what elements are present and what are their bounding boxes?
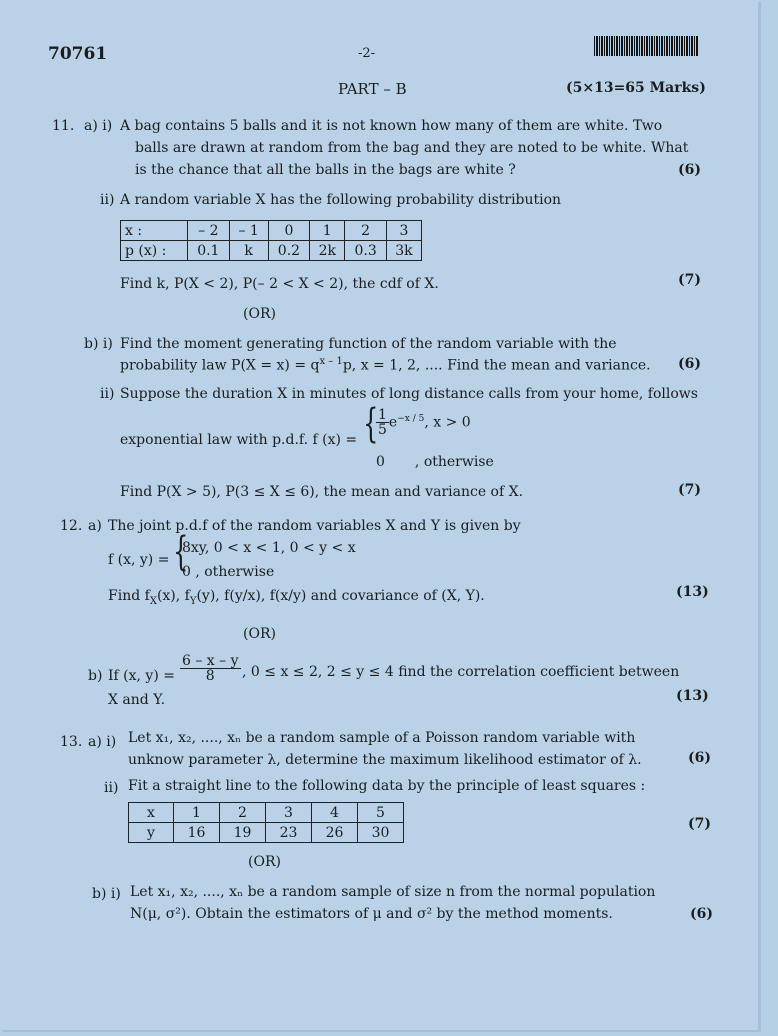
question-number: 13. — [60, 734, 83, 750]
table-cell: 19 — [220, 823, 266, 843]
question-text: unknow parameter λ, determine the maximum likelihood estimator of λ. — [128, 752, 642, 768]
question-text: f (x, y) = — [108, 552, 170, 568]
marks: (6) — [690, 906, 713, 922]
question-text: Let x₁, x₂, ...., xₙ be a random sample of size n from the normal population — [130, 884, 656, 900]
part-label: ii) — [100, 386, 115, 402]
or-separator: (OR) — [243, 626, 276, 642]
table-cell: 4 — [312, 803, 358, 823]
table-cell: 26 — [312, 823, 358, 843]
question-number: 12. — [60, 518, 83, 534]
marks: (7) — [678, 272, 701, 288]
table-cell: 23 — [266, 823, 312, 843]
or-separator: (OR) — [243, 306, 276, 322]
or-separator: (OR) — [248, 854, 281, 870]
question-text: Find P(X > 5), P(3 ≤ X ≤ 6), the mean and variance of X. — [120, 484, 524, 500]
brace-icon: { — [363, 401, 379, 447]
paper-code: 70761 — [48, 44, 108, 64]
table-cell: 1 — [310, 221, 345, 241]
pdf-case: $\frac{1}{5}$ $e^{-x / 5}$, x > 0 — [378, 407, 471, 438]
question-text: Find k, P(X < 2), P(– 2 < X < 2), the cdf of X. — [120, 276, 439, 292]
table-cell: 2 — [220, 803, 266, 823]
marks-scheme: (5×13=65 Marks) — [566, 80, 706, 96]
question-text: , 0 ≤ x ≤ 2, 2 ≤ y ≤ 4 find the correlation coefficient between — [242, 664, 680, 680]
part-heading: PART – B — [338, 80, 407, 98]
marks: (6) — [688, 750, 711, 766]
part-label: a) i) — [84, 118, 113, 134]
table-cell: 3 — [386, 221, 421, 241]
table-cell: k — [229, 241, 268, 261]
marks: (7) — [678, 482, 701, 498]
question-text: is the chance that all the balls in the bags are white ? — [135, 162, 516, 178]
question-text: A bag contains 5 balls and it is not known how many of them are white. Two — [120, 118, 663, 134]
table-cell: 0.1 — [188, 241, 230, 261]
table-cell: – 2 — [188, 221, 230, 241]
question-text: If (x, y) = — [108, 668, 175, 684]
table-cell: 1 — [174, 803, 220, 823]
pdf-case: 8xy, 0 < x < 1, 0 < y < x — [182, 540, 356, 556]
barcode-icon — [594, 36, 698, 56]
marks: (6) — [678, 162, 701, 178]
question-text: probability law $P(X = x) = q^{x - 1}p$, x = 1, 2, .... Find the mean and variance. — [120, 356, 651, 374]
table-cell: 30 — [358, 823, 404, 843]
question-text: Let x₁, x₂, ...., xₙ be a random sample of a Poisson random variable with — [128, 730, 636, 746]
marks: (13) — [676, 584, 709, 600]
pdf-case: 0 , otherwise — [376, 454, 494, 470]
part-label: ii) — [104, 780, 119, 796]
part-label: b) i) — [84, 336, 113, 352]
marks: (13) — [676, 688, 709, 704]
question-text: Find $f_X(x)$, $f_Y(y)$, f(y/x), f(x/y) and covariance of (X, Y). — [108, 588, 485, 607]
table-cell: 3k — [386, 241, 421, 261]
fraction: $\frac{6 - x - y}{8}$ — [182, 653, 239, 684]
table-cell: 5 — [358, 803, 404, 823]
question-text: exponential law with p.d.f. f (x) = — [120, 432, 358, 448]
table-cell: 3 — [266, 803, 312, 823]
part-label: a) i) — [88, 734, 117, 750]
table-cell: 16 — [174, 823, 220, 843]
marks: (6) — [678, 356, 701, 372]
question-text: Find the moment generating function of the random variable with the — [120, 336, 617, 352]
pdf-case: 0 , otherwise — [182, 564, 275, 580]
question-text: Fit a straight line to the following data by the principle of least squares : — [128, 778, 646, 794]
part-label: a) — [88, 518, 102, 534]
table-cell: x : — [121, 221, 188, 241]
table-cell: – 1 — [229, 221, 268, 241]
data-table — [128, 802, 404, 843]
question-text: The joint p.d.f of the random variables X and Y is given by — [108, 518, 521, 534]
part-label: ii) — [100, 192, 115, 208]
table-cell: 0.3 — [345, 241, 387, 261]
marks: (7) — [688, 816, 711, 832]
question-text: balls are drawn at random from the bag and they are noted to be white. What — [135, 140, 689, 156]
page-number: -2- — [358, 46, 376, 61]
question-text: A random variable X has the following probability distribution — [120, 192, 562, 208]
question-number: 11. — [52, 118, 75, 134]
probability-table — [120, 220, 422, 261]
question-text: Suppose the duration X in minutes of long distance calls from your home, follows — [120, 386, 698, 402]
table-cell: 0 — [268, 221, 310, 241]
table-cell: 2 — [345, 221, 387, 241]
table-cell: 2k — [310, 241, 345, 261]
part-label: b) i) — [92, 886, 121, 902]
brace-icon: { — [173, 529, 189, 575]
part-label: b) — [88, 668, 103, 684]
question-text: N(μ, σ²). Obtain the estimators of μ and σ² by the method moments. — [130, 906, 613, 922]
table-cell: y — [129, 823, 174, 843]
table-cell: p (x) : — [121, 241, 188, 261]
table-cell: 0.2 — [268, 241, 310, 261]
question-text: X and Y. — [108, 692, 166, 708]
table-cell: x — [129, 803, 174, 823]
